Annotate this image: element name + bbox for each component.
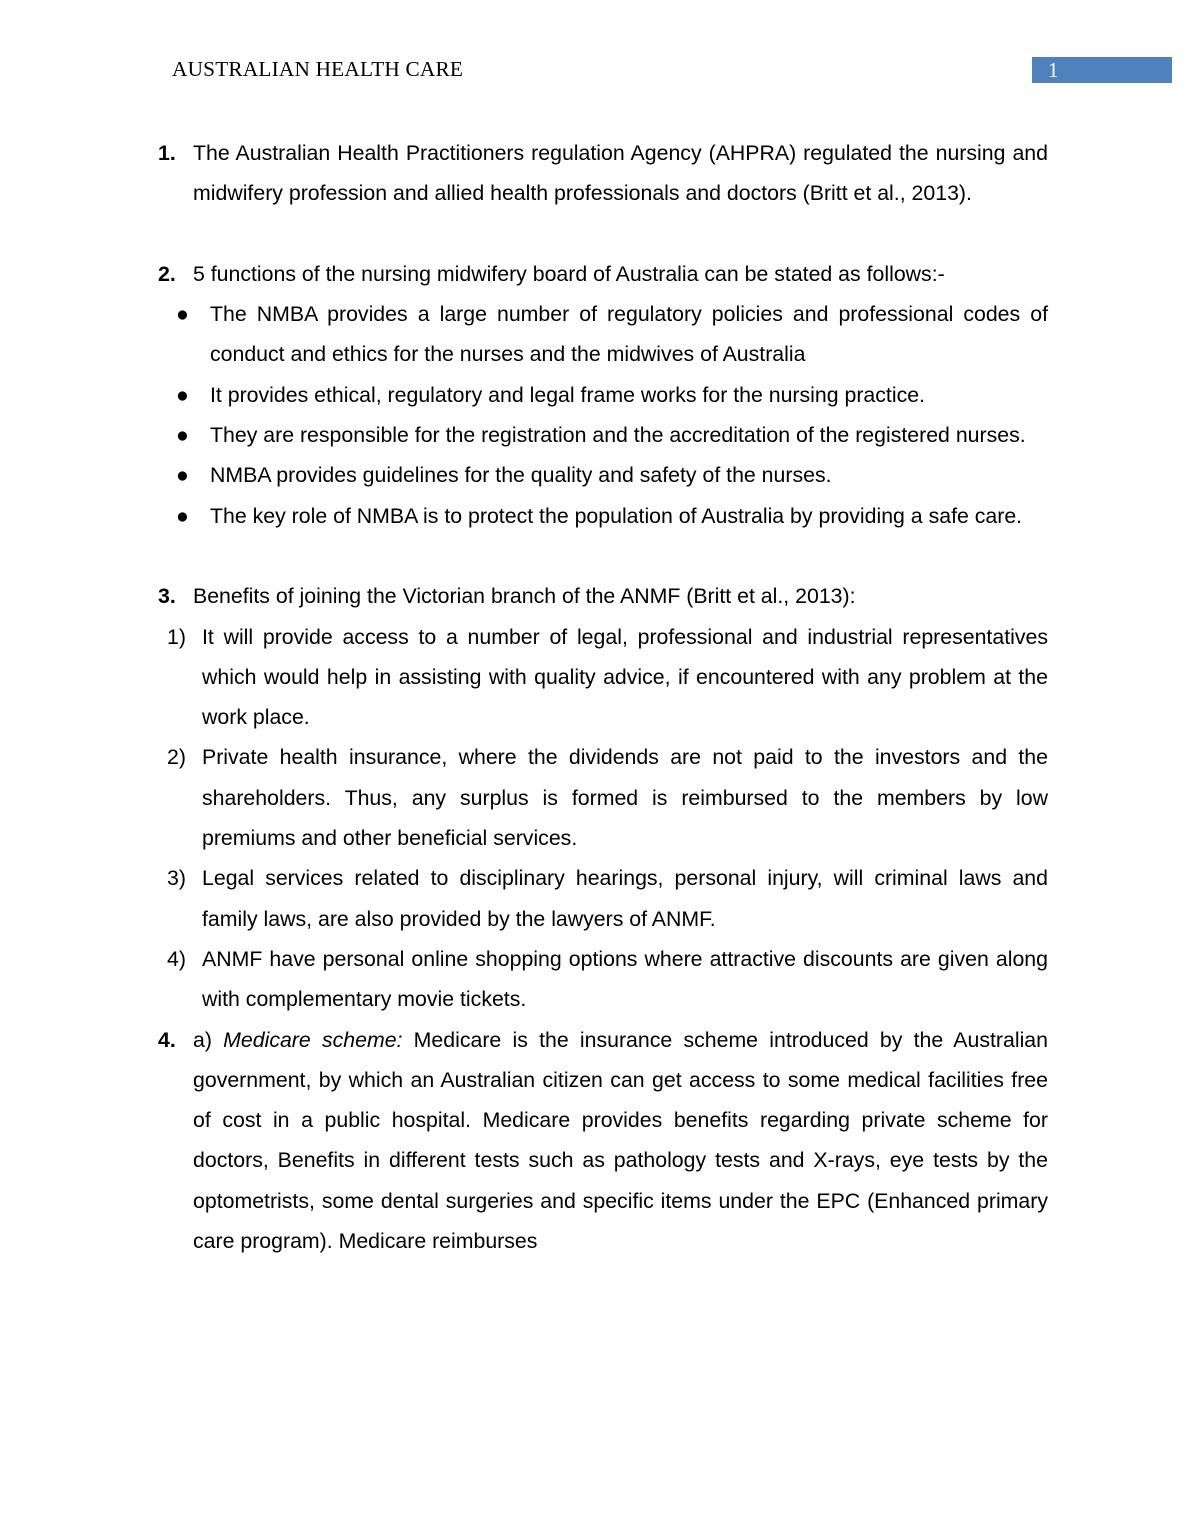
item-text: Legal services related to disciplinary hearings, personal injury, will criminal laws and family laws, are also provided by the lawyers of ANMF. [202,866,1048,931]
bullet-icon: ● [176,302,189,327]
bullet-icon: ● [176,503,189,528]
bullet-text: They are responsible for the registration and the accreditation of the registered nurses. [210,423,1026,448]
bullet-icon: ● [176,463,189,488]
section-3 [158,576,1048,616]
list-item [158,737,1048,858]
section-body: Medicare is the insurance scheme introduced by the Australian government, by which an Australian citizen can get access to some medical facilities free of cost in a public hospital. Medicare provides benefits regarding private scheme for doctors, Benefits in different tests such as pathology tests and X-rays, eye tests by the optometrists, some dental surgeries and specific items under the EPC (Enhanced primary care program). Medicare reimburses [193,1027,1048,1254]
item-number: 3) [167,866,186,891]
list-item [158,496,1048,536]
bullet-text: The NMBA provides a large number of regulatory policies and professional codes of conduct and ethics for the nurses and the midwives of Australia [210,302,1048,367]
running-header-title: AUSTRALIAN HEALTH CARE [172,57,464,81]
list-item [158,294,1048,375]
section-number: 1. [158,141,176,165]
section-text [193,1020,1048,1262]
section-2 [158,254,1048,294]
section-1 [158,133,1048,214]
document-body [158,133,1048,1261]
section-4 [158,1020,1048,1262]
bullet-text: NMBA provides guidelines for the quality and safety of the nurses. [210,463,832,488]
bullet-text: It provides ethical, regulatory and legal frame works for the nursing practice. [210,382,925,407]
item-text: It will provide access to a number of legal, professional and industrial representatives which would help in assisting with quality advice, if encountered with any problem at the work place. [202,624,1048,730]
bullet-icon: ● [176,382,189,407]
term-heading: Medicare scheme: [223,1027,403,1052]
section-text: 5 functions of the nursing midwifery board of Australia can be stated as follows:- [193,261,945,286]
item-text: ANMF have personal online shopping options where attractive discounts are given along with complementary movie tickets. [202,946,1048,1012]
bullet-icon: ● [176,423,189,448]
subsection-label: a) [193,1027,224,1052]
section-text: Benefits of joining the Victorian branch of the ANMF (Britt et al., 2013): [193,584,856,609]
section-text: The Australian Health Practitioners regulation Agency (AHPRA) regulated the nursing and midwifery profession and allied health professionals and doctors (Britt et al., 2013). [193,141,1048,206]
section-number: 2. [158,261,176,286]
list-item [158,375,1048,415]
section-number: 3. [158,584,176,609]
list-item [158,415,1048,455]
item-text: Private health insurance, where the dividends are not paid to the investors and the shareholders. Thus, any surplus is formed is reimbursed to the members by low premiums and other beneficial services. [202,745,1048,851]
item-number: 2) [167,745,186,770]
list-item [158,939,1048,1020]
item-number: 1) [167,624,186,649]
page-number: 1 [1032,57,1172,83]
list-item [158,617,1048,738]
list-item [158,455,1048,495]
bullet-text: The key role of NMBA is to protect the population of Australia by providing a safe care. [210,503,1023,528]
section-number: 4. [158,1027,176,1052]
list-item [158,858,1048,939]
item-number: 4) [167,946,186,971]
